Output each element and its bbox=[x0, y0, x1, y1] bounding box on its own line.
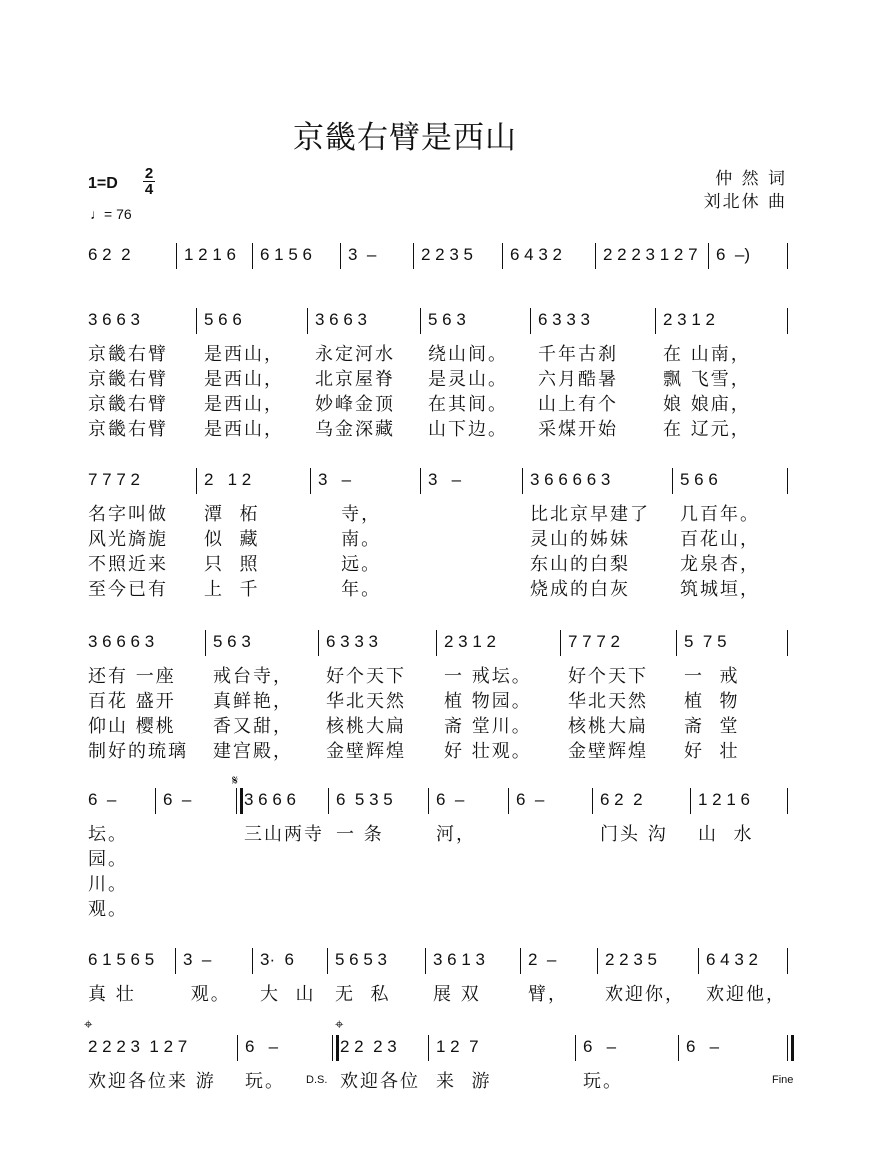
barline bbox=[676, 630, 677, 656]
lyric-verse-3: 仰山 樱桃 bbox=[88, 716, 176, 737]
song-title: 京畿右臂是西山 bbox=[293, 120, 517, 156]
lyric-verse-1: 玩。 bbox=[245, 1071, 285, 1092]
barline bbox=[236, 788, 243, 814]
barline bbox=[327, 948, 328, 974]
barline bbox=[307, 308, 308, 334]
lyric-verse-1: 潭 柘 bbox=[204, 504, 260, 525]
measure-notes: 7 7 7 2 bbox=[88, 470, 140, 489]
lyric-verse-4: 建宫殿， bbox=[213, 741, 293, 762]
lyric-verse-4: 采煤开始 bbox=[538, 419, 618, 440]
lyric-verse-2: 风光旖旎 bbox=[88, 529, 168, 550]
lyric-verse-3: 龙泉杏， bbox=[680, 554, 760, 575]
barline bbox=[597, 948, 598, 974]
lyric-verse-2: 植 物园。 bbox=[444, 691, 532, 712]
barline bbox=[522, 468, 523, 494]
barline bbox=[425, 948, 426, 974]
barline bbox=[237, 1035, 238, 1061]
barline bbox=[508, 788, 509, 814]
lyric-verse-4: 观。 bbox=[88, 899, 128, 920]
measure-notes: 5 7 5 bbox=[684, 632, 727, 651]
measure-notes: 3 – bbox=[348, 245, 377, 264]
lyric-verse-2: 灵山的姊妹 bbox=[530, 529, 630, 550]
measure-notes: 6 1 5 6 bbox=[260, 245, 312, 264]
lyric-verse-3: 妙峰金顶 bbox=[315, 394, 395, 415]
barline bbox=[698, 948, 699, 974]
measure-notes: 5 6 5 3 bbox=[335, 950, 387, 969]
lyric-verse-4: 年。 bbox=[318, 579, 382, 600]
lyric-verse-3: 是西山， bbox=[204, 394, 284, 415]
measure-notes: 5 6 6 bbox=[204, 310, 242, 329]
measure-notes: 6 – bbox=[163, 790, 192, 809]
lyric-verse-4: 在 辽元， bbox=[663, 419, 751, 440]
lyric-verse-4: 金壁辉煌 bbox=[568, 741, 648, 762]
lyric-verse-3: 香又甜， bbox=[213, 716, 293, 737]
lyric-verse-1: 是西山， bbox=[204, 344, 284, 365]
lyric-verse-3: 斋 堂川。 bbox=[444, 716, 532, 737]
lyric-verse-4: 金壁辉煌 bbox=[326, 741, 406, 762]
measure-notes: 7 7 7 2 bbox=[568, 632, 620, 651]
measure-notes: 3 6 6 3 bbox=[88, 310, 140, 329]
lyric-verse-4: 制好的琉璃 bbox=[88, 741, 188, 762]
lyric-verse-2: 是灵山。 bbox=[428, 369, 508, 390]
lyric-verse-1: 还有 一座 bbox=[88, 666, 176, 687]
measure-notes: 2 3 1 2 bbox=[663, 310, 715, 329]
ds-marking: D.S. bbox=[306, 1074, 328, 1086]
lyricist-credit: 仲 然 词 bbox=[715, 169, 787, 189]
lyric-verse-1: 绕山间。 bbox=[428, 344, 508, 365]
measure-notes: 6 5 3 5 bbox=[336, 790, 393, 809]
measure-notes: 2 3 1 2 bbox=[444, 632, 496, 651]
measure-notes: 5 6 6 bbox=[680, 470, 718, 489]
lyric-verse-3: 远。 bbox=[318, 554, 382, 575]
lyric-verse-3: 娘 娘庙， bbox=[663, 394, 751, 415]
lyric-verse-4: 上 千 bbox=[204, 579, 260, 600]
lyric-verse-2: 是西山， bbox=[204, 369, 284, 390]
lyric-verse-1: 玩。 bbox=[583, 1071, 623, 1092]
measure-notes: 6 – bbox=[583, 1037, 617, 1056]
lyric-verse-4: 京畿右臂 bbox=[88, 419, 168, 440]
lyric-verse-4: 是西山， bbox=[204, 419, 284, 440]
lyric-verse-4: 好 壮 bbox=[684, 741, 740, 762]
measure-notes: 2 – bbox=[528, 950, 557, 969]
measure-notes: 2 2 2 3 1 2 7 bbox=[88, 1037, 188, 1056]
lyric-verse-3: 核桃大扁 bbox=[568, 716, 648, 737]
barline bbox=[196, 308, 197, 334]
measure-notes: 6 – bbox=[686, 1037, 720, 1056]
barline bbox=[787, 788, 788, 814]
tempo-marking: ♩= 76 bbox=[90, 206, 132, 222]
barline bbox=[332, 1035, 339, 1061]
fine-marking: Fine bbox=[772, 1074, 794, 1086]
barline bbox=[690, 788, 691, 814]
measure-notes: 6 – bbox=[436, 790, 465, 809]
lyric-verse-1: 大 山 bbox=[260, 984, 316, 1005]
measure-notes: 3 – bbox=[318, 470, 352, 489]
measure-notes: 2 2 2 3 1 2 7 bbox=[603, 245, 698, 264]
lyric-verse-2: 京畿右臂 bbox=[88, 369, 168, 390]
lyric-verse-2: 飘 飞雪， bbox=[663, 369, 751, 390]
lyric-verse-1: 比北京早建了 bbox=[530, 504, 650, 525]
measure-notes: 3 – bbox=[183, 950, 212, 969]
lyric-verse-2: 真鲜艳， bbox=[213, 691, 293, 712]
barline bbox=[520, 948, 521, 974]
barline bbox=[678, 1035, 679, 1061]
measure-notes: 6 – bbox=[88, 790, 117, 809]
lyric-verse-2: 南。 bbox=[318, 529, 382, 550]
barline bbox=[560, 630, 561, 656]
lyric-verse-1: 名字叫做 bbox=[88, 504, 168, 525]
lyric-verse-3: 京畿右臂 bbox=[88, 394, 168, 415]
coda-icon-2: ⌖ bbox=[335, 1016, 344, 1033]
lyric-verse-1: 山 水 bbox=[698, 824, 754, 845]
barline bbox=[787, 630, 788, 656]
measure-notes: 3 6 6 3 bbox=[315, 310, 367, 329]
lyric-verse-1: 河， bbox=[436, 824, 476, 845]
lyric-verse-2: 似 藏 bbox=[204, 529, 260, 550]
lyric-verse-4: 乌金深藏 bbox=[315, 419, 395, 440]
measure-notes: 3· 6 bbox=[260, 950, 295, 969]
barline bbox=[155, 788, 156, 814]
lyric-verse-1: 真 壮 bbox=[88, 984, 136, 1005]
lyric-verse-2: 北京屋脊 bbox=[315, 369, 395, 390]
lyric-verse-1: 一 条 bbox=[336, 824, 384, 845]
lyric-verse-1: 一 戒 bbox=[684, 666, 740, 687]
barline bbox=[787, 1035, 794, 1061]
measure-notes: 1 2 1 6 bbox=[698, 790, 750, 809]
lyric-verse-3: 在其间。 bbox=[428, 394, 508, 415]
barline bbox=[575, 1035, 576, 1061]
barline bbox=[787, 468, 788, 494]
lyric-verse-1: 欢迎他， bbox=[706, 984, 786, 1005]
barline bbox=[252, 948, 253, 974]
lyric-verse-2: 百花山， bbox=[680, 529, 760, 550]
lyric-verse-3: 东山的白梨 bbox=[530, 554, 630, 575]
lyric-verse-2: 华北天然 bbox=[568, 691, 648, 712]
lyric-verse-2: 百花 盛开 bbox=[88, 691, 176, 712]
measure-notes: 2 2 3 5 bbox=[605, 950, 657, 969]
lyric-verse-4: 筑城垣， bbox=[680, 579, 760, 600]
lyric-verse-3: 只 照 bbox=[204, 554, 260, 575]
measure-notes: 3 6 6 6 6 3 bbox=[530, 470, 611, 489]
lyric-verse-3: 川。 bbox=[88, 874, 128, 895]
measure-notes: 1 2 1 6 bbox=[184, 245, 236, 264]
segno-icon: 𝄋 bbox=[232, 772, 239, 788]
measure-notes: 3 6 6 6 3 bbox=[88, 632, 155, 651]
measure-notes: 3 – bbox=[428, 470, 462, 489]
barline bbox=[252, 243, 253, 269]
measure-notes: 5 6 3 bbox=[213, 632, 251, 651]
lyric-verse-1: 永定河水 bbox=[315, 344, 395, 365]
coda-icon-1: ⌖ bbox=[84, 1016, 93, 1033]
barline bbox=[428, 788, 429, 814]
time-signature bbox=[143, 166, 155, 197]
measure-notes: 6 3 3 3 bbox=[538, 310, 590, 329]
barline bbox=[787, 243, 788, 269]
measure-notes: 6 4 3 2 bbox=[706, 950, 758, 969]
lyric-verse-1: 展 双 bbox=[433, 984, 481, 1005]
barline bbox=[310, 468, 311, 494]
lyric-verse-1: 三山两寺 bbox=[244, 824, 324, 845]
lyric-verse-4: 山下边。 bbox=[428, 419, 508, 440]
measure-notes: 5 6 3 bbox=[428, 310, 466, 329]
lyric-verse-1: 一 戒坛。 bbox=[444, 666, 532, 687]
barline bbox=[436, 630, 437, 656]
lyric-verse-1: 在 山南， bbox=[663, 344, 751, 365]
barline bbox=[595, 243, 596, 269]
lyric-verse-1: 欢迎你， bbox=[605, 984, 685, 1005]
barline bbox=[428, 1035, 429, 1061]
measure-notes: 6 – bbox=[516, 790, 545, 809]
lyric-verse-4: 烧成的白灰 bbox=[530, 579, 630, 600]
lyric-verse-2: 园。 bbox=[88, 849, 128, 870]
lyric-verse-1: 观。 bbox=[183, 984, 231, 1005]
barline bbox=[175, 948, 176, 974]
barline bbox=[196, 468, 197, 494]
measure-notes: 2 2 3 5 bbox=[421, 245, 473, 264]
lyric-verse-1: 好个天下 bbox=[568, 666, 648, 687]
composer-credit: 刘北休 曲 bbox=[703, 192, 787, 212]
lyric-verse-1: 欢迎各位来 游 bbox=[88, 1071, 216, 1092]
lyric-verse-3: 斋 堂 bbox=[684, 716, 740, 737]
key-signature: 1=D bbox=[88, 175, 118, 192]
barline bbox=[205, 630, 206, 656]
lyric-verse-1: 无 私 bbox=[335, 984, 391, 1005]
barline bbox=[176, 243, 177, 269]
measure-notes: 3 6 1 3 bbox=[433, 950, 485, 969]
barline bbox=[655, 308, 656, 334]
measure-notes: 6 4 3 2 bbox=[510, 245, 562, 264]
time-signature-top: 2 bbox=[144, 165, 154, 182]
lyric-verse-1: 门头 沟 bbox=[600, 824, 668, 845]
measure-notes: 6 1 5 6 5 bbox=[88, 950, 155, 969]
lyric-verse-2: 华北天然 bbox=[326, 691, 406, 712]
measure-notes: 6 – bbox=[245, 1037, 279, 1056]
lyric-verse-3: 核桃大扁 bbox=[326, 716, 406, 737]
barline bbox=[413, 243, 414, 269]
barline bbox=[530, 308, 531, 334]
lyric-verse-1: 来 游 bbox=[436, 1071, 492, 1092]
lyric-verse-1: 好个天下 bbox=[326, 666, 406, 687]
lyric-verse-1: 几百年。 bbox=[680, 504, 760, 525]
time-signature-bottom: 4 bbox=[144, 181, 154, 198]
lyric-verse-1: 欢迎各位 bbox=[340, 1071, 420, 1092]
measure-notes: 6 2 2 bbox=[600, 790, 643, 809]
lyric-verse-1: 戒台寺， bbox=[213, 666, 293, 687]
measure-notes: 6 3 3 3 bbox=[326, 632, 378, 651]
barline bbox=[502, 243, 503, 269]
barline bbox=[672, 468, 673, 494]
barline bbox=[787, 948, 788, 974]
barline bbox=[340, 243, 341, 269]
barline bbox=[420, 468, 421, 494]
lyric-verse-3: 不照近来 bbox=[88, 554, 168, 575]
measure-notes: 2 1 2 bbox=[204, 470, 252, 489]
measure-notes: 6 2 2 bbox=[88, 245, 131, 264]
measure-notes: 2 2 2 3 bbox=[340, 1037, 397, 1056]
measure-notes: 1 2 7 bbox=[436, 1037, 479, 1056]
lyric-verse-4: 好 壮观。 bbox=[444, 741, 532, 762]
lyric-verse-1: 寺， bbox=[318, 504, 382, 525]
lyric-verse-1: 臂， bbox=[528, 984, 568, 1005]
barline bbox=[592, 788, 593, 814]
barline bbox=[787, 308, 788, 334]
barline bbox=[318, 630, 319, 656]
lyric-verse-2: 植 物 bbox=[684, 691, 740, 712]
barline bbox=[420, 308, 421, 334]
measure-notes: 6 –) bbox=[716, 245, 751, 264]
measure-notes: 3 6 6 6 bbox=[244, 790, 296, 809]
barline bbox=[708, 243, 709, 269]
lyric-verse-3: 山上有个 bbox=[538, 394, 618, 415]
lyric-verse-4: 至今已有 bbox=[88, 579, 168, 600]
lyric-verse-1: 京畿右臂 bbox=[88, 344, 168, 365]
lyric-verse-2: 六月酷暑 bbox=[538, 369, 618, 390]
lyric-verse-1: 坛。 bbox=[88, 824, 128, 845]
barline bbox=[328, 788, 329, 814]
lyric-verse-1: 千年古刹 bbox=[538, 344, 618, 365]
